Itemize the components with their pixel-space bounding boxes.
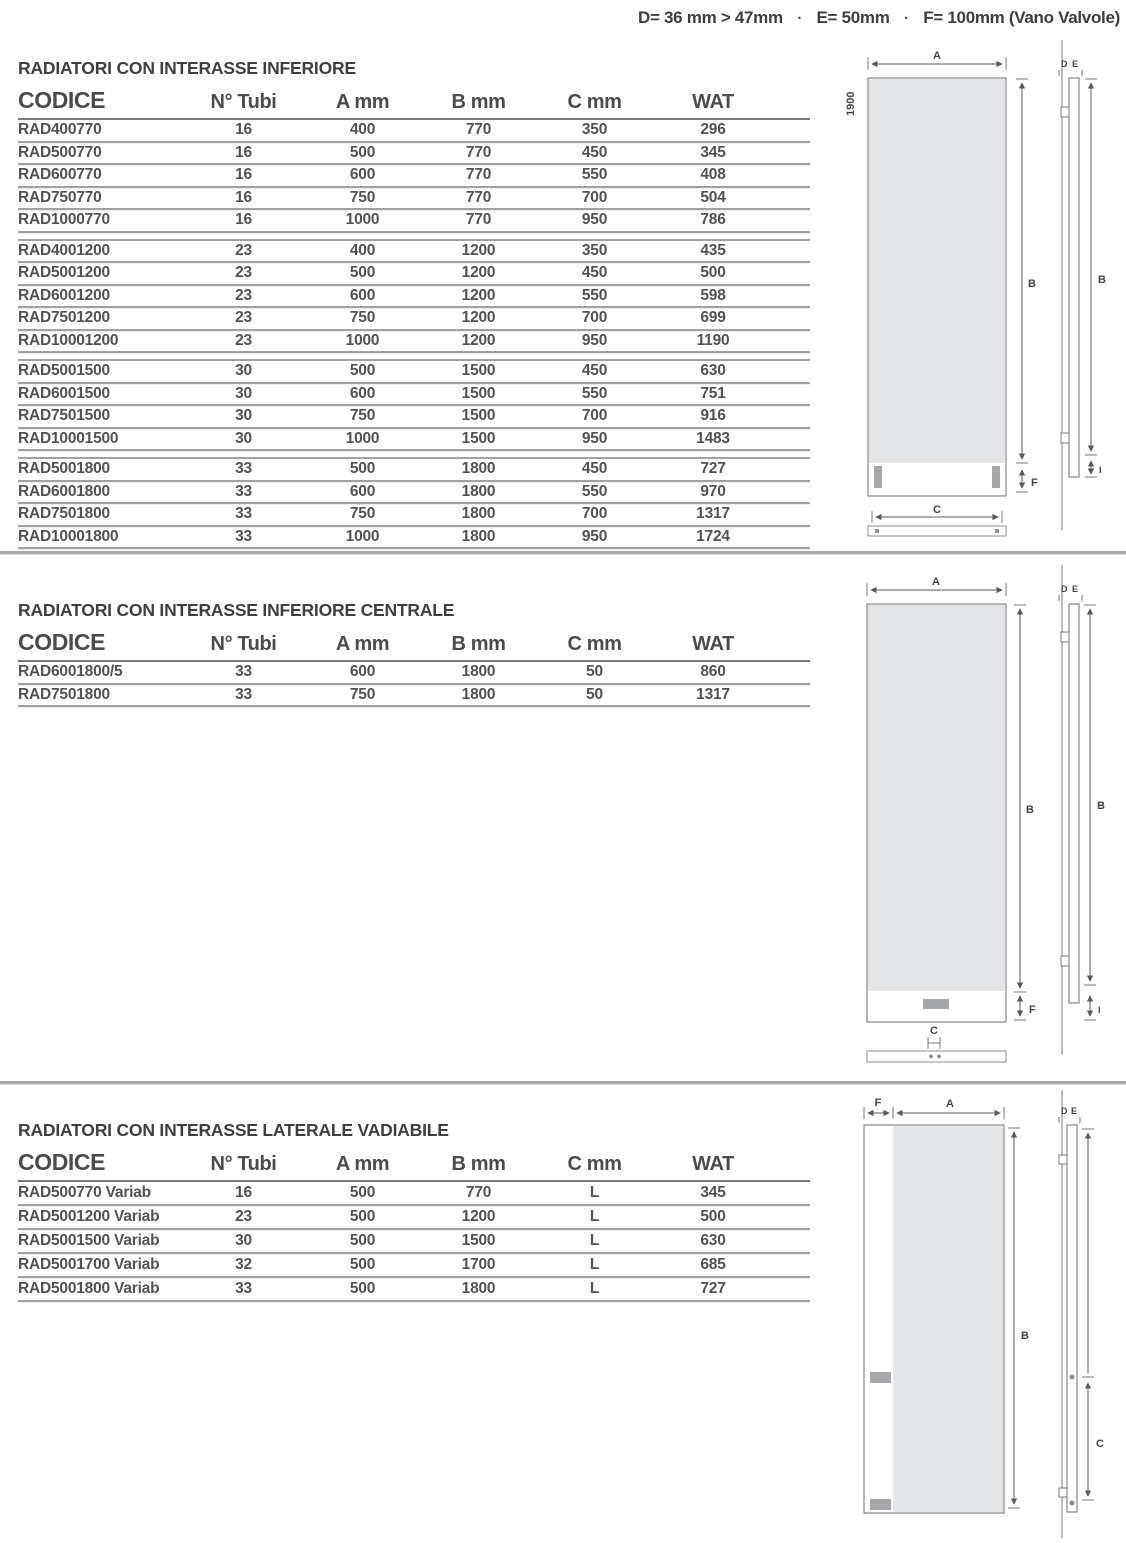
column-header-tubi: N° Tubi [210, 1153, 277, 1175]
value-cell: 1800 [461, 1280, 496, 1297]
value-cell: 16 [235, 188, 252, 206]
value-cell: 750 [349, 505, 376, 523]
value-cell: 450 [581, 460, 608, 478]
table-row [18, 1254, 810, 1278]
value-cell: 30 [235, 362, 252, 380]
codice-cell: RAD1000770 [18, 211, 110, 229]
column-header-c: C mm [567, 1153, 622, 1175]
value-cell: 450 [581, 362, 608, 380]
dim-label-a: A [946, 1098, 954, 1110]
table-row [18, 1182, 810, 1206]
value-cell: 1500 [461, 429, 496, 447]
value-cell: 33 [235, 1280, 252, 1297]
dim-label-c: C [1096, 1438, 1104, 1450]
value-cell: 1200 [461, 264, 496, 282]
value-cell: 1000 [345, 527, 380, 545]
value-cell: 30 [235, 384, 252, 402]
value-cell: 500 [349, 1256, 376, 1273]
column-header-wat: WAT [692, 633, 734, 655]
codice-cell: RAD5001800 [18, 460, 110, 478]
value-cell: 500 [349, 1280, 376, 1297]
column-header-wat: WAT [692, 91, 734, 113]
dim-label-1900: 1900 [845, 91, 857, 116]
diagram-interasse-inferiore [830, 40, 1126, 557]
lateral-connection-lower [870, 1499, 891, 1510]
dim-label-b: B [1098, 274, 1106, 286]
value-cell: 33 [235, 685, 252, 703]
value-cell: 500 [349, 1208, 376, 1225]
codice-cell: RAD7501200 [18, 309, 110, 327]
dim-label-i: I [1099, 465, 1102, 475]
table-row [18, 120, 810, 143]
dim-label-e: E [1072, 584, 1079, 594]
value-cell: 33 [235, 505, 252, 523]
dim-label-b: B [1026, 804, 1034, 816]
codice-cell: RAD5001200 [18, 264, 110, 282]
separator-dot: · [904, 9, 909, 27]
value-cell: 700 [581, 188, 608, 206]
dim-label-e: E [1071, 1106, 1078, 1116]
section-interasse-inferiore-centrale [18, 600, 810, 707]
section-title: RADIATORI CON INTERASSE INFERIORE CENTRALE [18, 600, 455, 620]
value-cell: 727 [700, 1280, 726, 1297]
column-header-a: A mm [335, 91, 390, 113]
table-row [18, 504, 810, 527]
side-connection-lower [1070, 1501, 1075, 1506]
value-cell: 23 [235, 241, 252, 259]
section-interasse-inferiore [18, 58, 810, 549]
wall-bracket [1059, 1155, 1067, 1164]
table-row [18, 459, 810, 482]
value-cell: 750 [349, 685, 376, 703]
value-cell: 16 [235, 211, 252, 229]
value-cell: 1724 [696, 527, 730, 545]
value-cell: 685 [700, 1256, 726, 1273]
section-title: RADIATORI CON INTERASSE LATERALE VADIABILE [18, 1120, 449, 1140]
codice-cell: RAD4001200 [18, 241, 110, 259]
value-cell: 630 [700, 1232, 726, 1249]
table-group [18, 662, 810, 707]
value-cell: 1190 [696, 331, 730, 349]
value-cell: 450 [581, 143, 608, 161]
codice-cell: RAD5001500 [18, 362, 110, 380]
column-header-tubi: N° Tubi [210, 91, 277, 113]
table-row [18, 188, 810, 211]
value-cell: 700 [581, 309, 608, 327]
value-cell: 600 [349, 482, 376, 500]
codice-cell: RAD750770 [18, 188, 102, 206]
wall-bracket [1061, 107, 1069, 117]
dim-note-e: E= 50mm [816, 8, 890, 27]
value-cell: 500 [700, 264, 726, 282]
table-header [18, 1148, 810, 1182]
value-cell: 600 [349, 663, 376, 681]
value-cell: 1200 [461, 331, 496, 349]
diagram-interasse-inferiore-centrale [830, 565, 1126, 1090]
table-group [18, 359, 810, 451]
column-header-b: B mm [451, 91, 506, 113]
value-cell: 550 [581, 482, 608, 500]
codice-cell: RAD6001800 [18, 482, 110, 500]
value-cell: 50 [586, 663, 603, 681]
value-cell: 950 [581, 331, 608, 349]
column-header-c: C mm [567, 633, 622, 655]
dim-note-d: D= 36 mm > 47mm [638, 8, 783, 27]
dim-label-d: D [1061, 1106, 1068, 1116]
value-cell: 16 [235, 1184, 252, 1201]
value-cell: 500 [349, 264, 376, 282]
value-cell: 32 [235, 1256, 252, 1273]
table-row [18, 143, 810, 166]
value-cell: 400 [349, 121, 376, 139]
column-header-codice: CODICE [18, 1149, 106, 1175]
value-cell: 1200 [461, 241, 496, 259]
bottom-connection-right [992, 466, 1000, 488]
value-cell: 23 [235, 309, 252, 327]
codice-cell: RAD6001800/5 [18, 663, 123, 681]
table-row [18, 429, 810, 452]
table-row [18, 361, 810, 384]
value-cell: 30 [235, 1232, 252, 1249]
value-cell: 970 [700, 482, 726, 500]
codice-cell: RAD10001200 [18, 331, 119, 349]
value-cell: 950 [581, 527, 608, 545]
codice-cell: RAD7501500 [18, 407, 110, 425]
value-cell: 30 [235, 429, 252, 447]
codice-cell: RAD7501800 [18, 505, 110, 523]
value-cell: 33 [235, 663, 252, 681]
value-cell: 16 [235, 143, 252, 161]
wall-bracket [1061, 433, 1069, 443]
value-cell: 750 [349, 407, 376, 425]
value-cell: 345 [700, 1184, 726, 1201]
value-cell: L [589, 1256, 600, 1273]
value-cell: 500 [349, 1232, 376, 1249]
column-header-tubi: N° Tubi [210, 633, 277, 655]
value-cell: 33 [235, 460, 252, 478]
value-cell: 1700 [461, 1256, 496, 1273]
table-row [18, 685, 810, 708]
value-cell: L [589, 1280, 600, 1297]
table-row [18, 210, 810, 233]
value-cell: 1800 [461, 460, 496, 478]
codice-cell: RAD6001500 [18, 384, 110, 402]
value-cell: 770 [465, 188, 492, 206]
value-cell: 550 [581, 384, 608, 402]
front-view [868, 57, 1028, 536]
section-title: RADIATORI CON INTERASSE INFERIORE [18, 58, 356, 78]
value-cell: 500 [349, 362, 376, 380]
lateral-connection-upper [870, 1372, 891, 1383]
wall-bracket [1059, 1488, 1067, 1497]
value-cell: 600 [349, 166, 376, 184]
value-cell: 33 [235, 482, 252, 500]
value-cell: 500 [349, 143, 376, 161]
value-cell: 350 [581, 121, 608, 139]
column-header-wat: WAT [692, 1153, 734, 1175]
table-row [18, 1278, 810, 1302]
value-cell: 16 [235, 166, 252, 184]
codice-cell: RAD5001700 Variab [18, 1256, 160, 1273]
value-cell: 296 [700, 121, 726, 139]
value-cell: 770 [465, 121, 492, 139]
dim-label-f: F [1031, 477, 1038, 489]
separator-dot: · [797, 9, 803, 27]
dimensions-legend [638, 8, 1120, 28]
value-cell: 23 [235, 1208, 252, 1225]
value-cell: 770 [465, 211, 492, 229]
table-row [18, 662, 810, 685]
side-view [1059, 565, 1096, 1055]
radiator-diagram-2 [830, 565, 1126, 1085]
value-cell: 750 [349, 309, 376, 327]
dim-label-a: A [932, 576, 940, 588]
codice-cell: RAD5001800 Variab [18, 1280, 160, 1297]
table-group [18, 120, 810, 233]
value-cell: 1500 [461, 407, 496, 425]
value-cell: 400 [349, 241, 376, 259]
column-header-codice: CODICE [18, 629, 106, 655]
table-header [18, 628, 810, 662]
value-cell: 33 [235, 527, 252, 545]
diagram-interasse-laterale-variabile [830, 1090, 1126, 1543]
table-row [18, 331, 810, 354]
bottom-connection-center [923, 999, 949, 1009]
dim-label-e: E [1072, 59, 1079, 69]
side-view [1059, 40, 1097, 530]
column-header-a: A mm [335, 1153, 390, 1175]
dim-label-a: A [933, 50, 941, 62]
value-cell: 600 [349, 286, 376, 304]
value-cell: 500 [349, 460, 376, 478]
value-cell: 16 [235, 121, 252, 139]
dim-label-b: B [1028, 278, 1036, 290]
codice-cell: RAD10001500 [18, 429, 119, 447]
value-cell: 30 [235, 407, 252, 425]
dim-label-f: F [1029, 1004, 1036, 1016]
codice-cell: RAD400770 [18, 121, 102, 139]
value-cell: 1317 [696, 505, 730, 523]
value-cell: 1317 [696, 685, 730, 703]
table-row [18, 1230, 810, 1254]
column-header-b: B mm [451, 1153, 506, 1175]
value-cell: 23 [235, 264, 252, 282]
value-cell: 1200 [461, 309, 496, 327]
value-cell: 23 [235, 331, 252, 349]
value-cell: 950 [581, 211, 608, 229]
codice-cell: RAD5001500 Variab [18, 1232, 160, 1249]
value-cell: 786 [700, 211, 726, 229]
table-row [18, 241, 810, 264]
value-cell: 700 [581, 505, 608, 523]
value-cell: 1800 [461, 663, 496, 681]
dim-label-c: C [930, 1025, 938, 1037]
table-group [18, 239, 810, 354]
value-cell: 630 [700, 362, 726, 380]
value-cell: 345 [700, 143, 726, 161]
value-cell: 770 [465, 1184, 492, 1201]
value-cell: 550 [581, 286, 608, 304]
value-cell: 860 [700, 663, 726, 681]
value-cell: 550 [581, 166, 608, 184]
column-header-codice: CODICE [18, 87, 106, 113]
radiator-diagram-1 [830, 40, 1126, 552]
table-body [18, 120, 810, 549]
value-cell: 50 [586, 685, 603, 703]
value-cell: 700 [581, 407, 608, 425]
side-view [1059, 1090, 1094, 1538]
table-group [18, 1182, 810, 1302]
codice-cell: RAD7501800 [18, 685, 110, 703]
table-header [18, 86, 810, 120]
value-cell: 23 [235, 286, 252, 304]
table-body [18, 1182, 810, 1302]
value-cell: 1000 [345, 331, 380, 349]
dim-label-c: C [933, 504, 941, 516]
codice-cell: RAD10001800 [18, 527, 119, 545]
codice-cell: RAD500770 Variab [18, 1184, 151, 1201]
value-cell: 1483 [696, 429, 730, 447]
column-header-a: A mm [335, 633, 390, 655]
value-cell: 435 [700, 241, 726, 259]
value-cell: 1800 [461, 527, 496, 545]
value-cell: 504 [700, 188, 726, 206]
table-group [18, 457, 810, 549]
wall-bracket [1061, 632, 1069, 642]
value-cell: 1200 [461, 286, 496, 304]
value-cell: 916 [700, 407, 726, 425]
value-cell: 751 [700, 384, 726, 402]
dim-label-d: D [1061, 59, 1068, 69]
codice-cell: RAD6001200 [18, 286, 110, 304]
section-interasse-laterale-variabile [18, 1120, 810, 1302]
value-cell: 1800 [461, 505, 496, 523]
value-cell: L [589, 1184, 600, 1201]
value-cell: 1800 [461, 482, 496, 500]
value-cell: 1000 [345, 211, 380, 229]
value-cell: 950 [581, 429, 608, 447]
dim-label-b: B [1021, 1330, 1029, 1342]
value-cell: 770 [465, 143, 492, 161]
value-cell: 598 [700, 286, 726, 304]
dim-note-f: F= 100mm (Vano Valvole) [923, 8, 1120, 27]
dim-label-b: B [1097, 800, 1105, 812]
value-cell: 1500 [461, 384, 496, 402]
value-cell: 1500 [461, 362, 496, 380]
dim-label-i: I [1098, 1005, 1101, 1015]
table-row [18, 406, 810, 429]
codice-cell: RAD600770 [18, 166, 102, 184]
codice-cell: RAD5001200 Variab [18, 1208, 160, 1225]
value-cell: L [589, 1208, 600, 1225]
table-row [18, 308, 810, 331]
table-row [18, 384, 810, 407]
table-row [18, 527, 810, 550]
side-connection-upper [1070, 1375, 1075, 1380]
value-cell: 450 [581, 264, 608, 282]
wall-bracket [1061, 956, 1069, 966]
table-row [18, 263, 810, 286]
column-header-b: B mm [451, 633, 506, 655]
value-cell: 500 [349, 1184, 376, 1201]
value-cell: 1800 [461, 685, 496, 703]
table-row [18, 286, 810, 309]
front-view [867, 583, 1026, 1062]
codice-cell: RAD500770 [18, 143, 102, 161]
value-cell: 500 [700, 1208, 726, 1225]
value-cell: 350 [581, 241, 608, 259]
value-cell: 727 [700, 460, 726, 478]
value-cell: 1500 [461, 1232, 496, 1249]
front-view [864, 1107, 1020, 1513]
table-row [18, 165, 810, 188]
bottom-connection-left [874, 466, 882, 488]
value-cell: 750 [349, 188, 376, 206]
column-header-c: C mm [567, 91, 622, 113]
radiator-diagram-3 [830, 1090, 1126, 1538]
value-cell: 770 [465, 166, 492, 184]
dim-label-f: F [874, 1097, 882, 1109]
table-row [18, 482, 810, 505]
dim-label-d: D [1061, 584, 1068, 594]
table-row [18, 1206, 810, 1230]
value-cell: 1200 [461, 1208, 496, 1225]
value-cell: 408 [700, 166, 726, 184]
value-cell: 600 [349, 384, 376, 402]
value-cell: 699 [700, 309, 726, 327]
table-body [18, 662, 810, 707]
value-cell: L [589, 1232, 600, 1249]
value-cell: 1000 [345, 429, 380, 447]
